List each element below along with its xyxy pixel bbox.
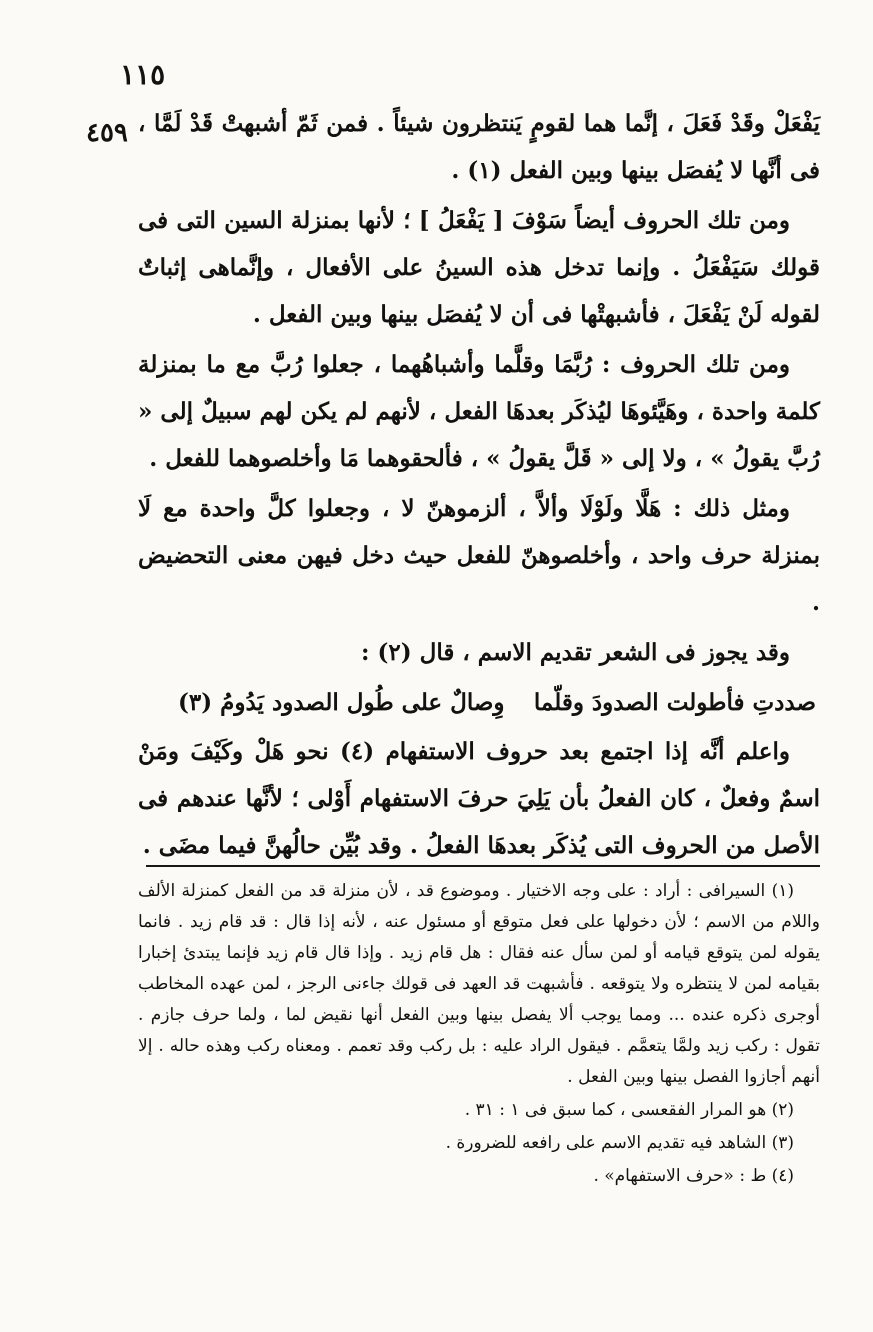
footnotes <box>138 876 820 1192</box>
paragraph-1: يَفْعَلْ وقَدْ فَعَلَ ، إنَّما هما لقومٍ يَنتظرون شيئاً . فمن ثَمّ أشبهتْ قَدْ لَمَّا ، فى أنَّها لا يُفصَل بينها وبين الفعل (١) . <box>138 110 820 184</box>
paragraph-2: ومن تلك الحروف أيضاً سَوْفَ [ يَفْعَلُ ] ؛ لأنها بمنزلة السين التى فى قولك سَيَفْعَلُ . وإنما تدخل هذه السينُ على الأفعال ، وإنَّماهى إثباتٌ لقوله لَنْ يَفْعَلَ ، فأشبهتْها فى أن لا يُفصَل بينها وبين الفعل . <box>138 207 820 328</box>
verse-second-hemistich: وِصالٌ على طُول الصدود يَدُومُ (٣) <box>178 689 505 716</box>
paragraph-5: وقد يجوز فى الشعر تقديم الاسم ، قال (٢) : <box>360 639 790 666</box>
margin-reference-number: ٤٥٩ <box>86 118 128 148</box>
footnote-2: (٢) هو المرار الفقعسى ، كما سبق فى ١ : ٣١ . <box>464 1100 794 1120</box>
paragraph-6: واعلم أنَّه إذا اجتمع بعد حروف الاستفهام (٤) نحو هَلْ وكَيْفَ ومَنْ اسمٌ وفعلٌ ، كان الفعلُ بأن يَلِيَ حرفَ الاستفهام أَوْلى ؛ لأنَّها عندهم فى الأصل من الحروف التى يُذكَر بعدهَا الفعلُ . وقد بُيِّن حالُهنَّ فيما مضَى . <box>138 738 820 859</box>
paragraph-3: ومن تلك الحروف : رُبَّمَا وقلَّما وأشباهُهما ، جعلوا رُبَّ مع ما بمنزلة كلمة واحدة ، وهَيَّئوهَا ليُذكَر بعدهَا الفعل ، لأنهم لم يكن لهم سبيلٌ إلى « رُبَّ يقولُ » ، ولا إلى « قَلَّ يقولُ » ، فألحقوهما مَا وأخلصوهما للفعل . <box>138 351 820 472</box>
verse-first-hemistich: صددتِ فأطولت الصدودَ وقلّما <box>533 689 816 716</box>
footnote-3: (٣) الشاهد فيه تقديم الاسم على رافعه للضرورة . <box>445 1133 794 1153</box>
page-number: ١١٥ <box>120 58 166 91</box>
footnote-1: (١) السيرافى : أراد : على وجه الاختيار . وموضوع قد ، لأن منزلة قد من الفعل كمنزلة الألف واللام من الاسم ؛ لأن دخولها على فعل متوقع أو مسئول عنه ، لأنه إذا قال : قد قام زيد . فانما يقوله لمن يتوقع قيامه أو لمن سأل عنه فقال : هل قام زيد . وإذا قال قام زيد فإنما يبتدئ إخبارا بقيامه لمن لا ينتظره ولا يتوقعه . فأشبهت قد العهد فى قولك جاءنى الرجز ، لمن عهده المخاطب أوجرى ذكره عنده ... ومما يوجب ألا يفصل بينها وبين الفعل أنها نقيض لما ، ولما حرف جازم . تقول : ركب زيد ولمَّا يتعمَّم . فيقول الراد عليه : بل ركب وقد تعمم . ومعناه ركب وهذه حاله . إلا أنهم أجازوا الفصل بينها وبين الفعل . <box>138 881 820 1087</box>
footnote-separator <box>146 865 820 867</box>
poetry-verse <box>138 679 820 726</box>
paragraph-4: ومثل ذلك : هَلَّا ولَوْلَا وألاَّ ، ألزموهنّ لا ، وجعلوا كلَّ واحدة مع لَا بمنزلة حرف واحد ، وأخلصوهنّ للفعل حيث دخل فيهن معنى التحضيض . <box>138 495 820 616</box>
main-text <box>138 100 820 872</box>
footnote-4: (٤) ط : «حرف الاستفهام» . <box>593 1166 794 1186</box>
